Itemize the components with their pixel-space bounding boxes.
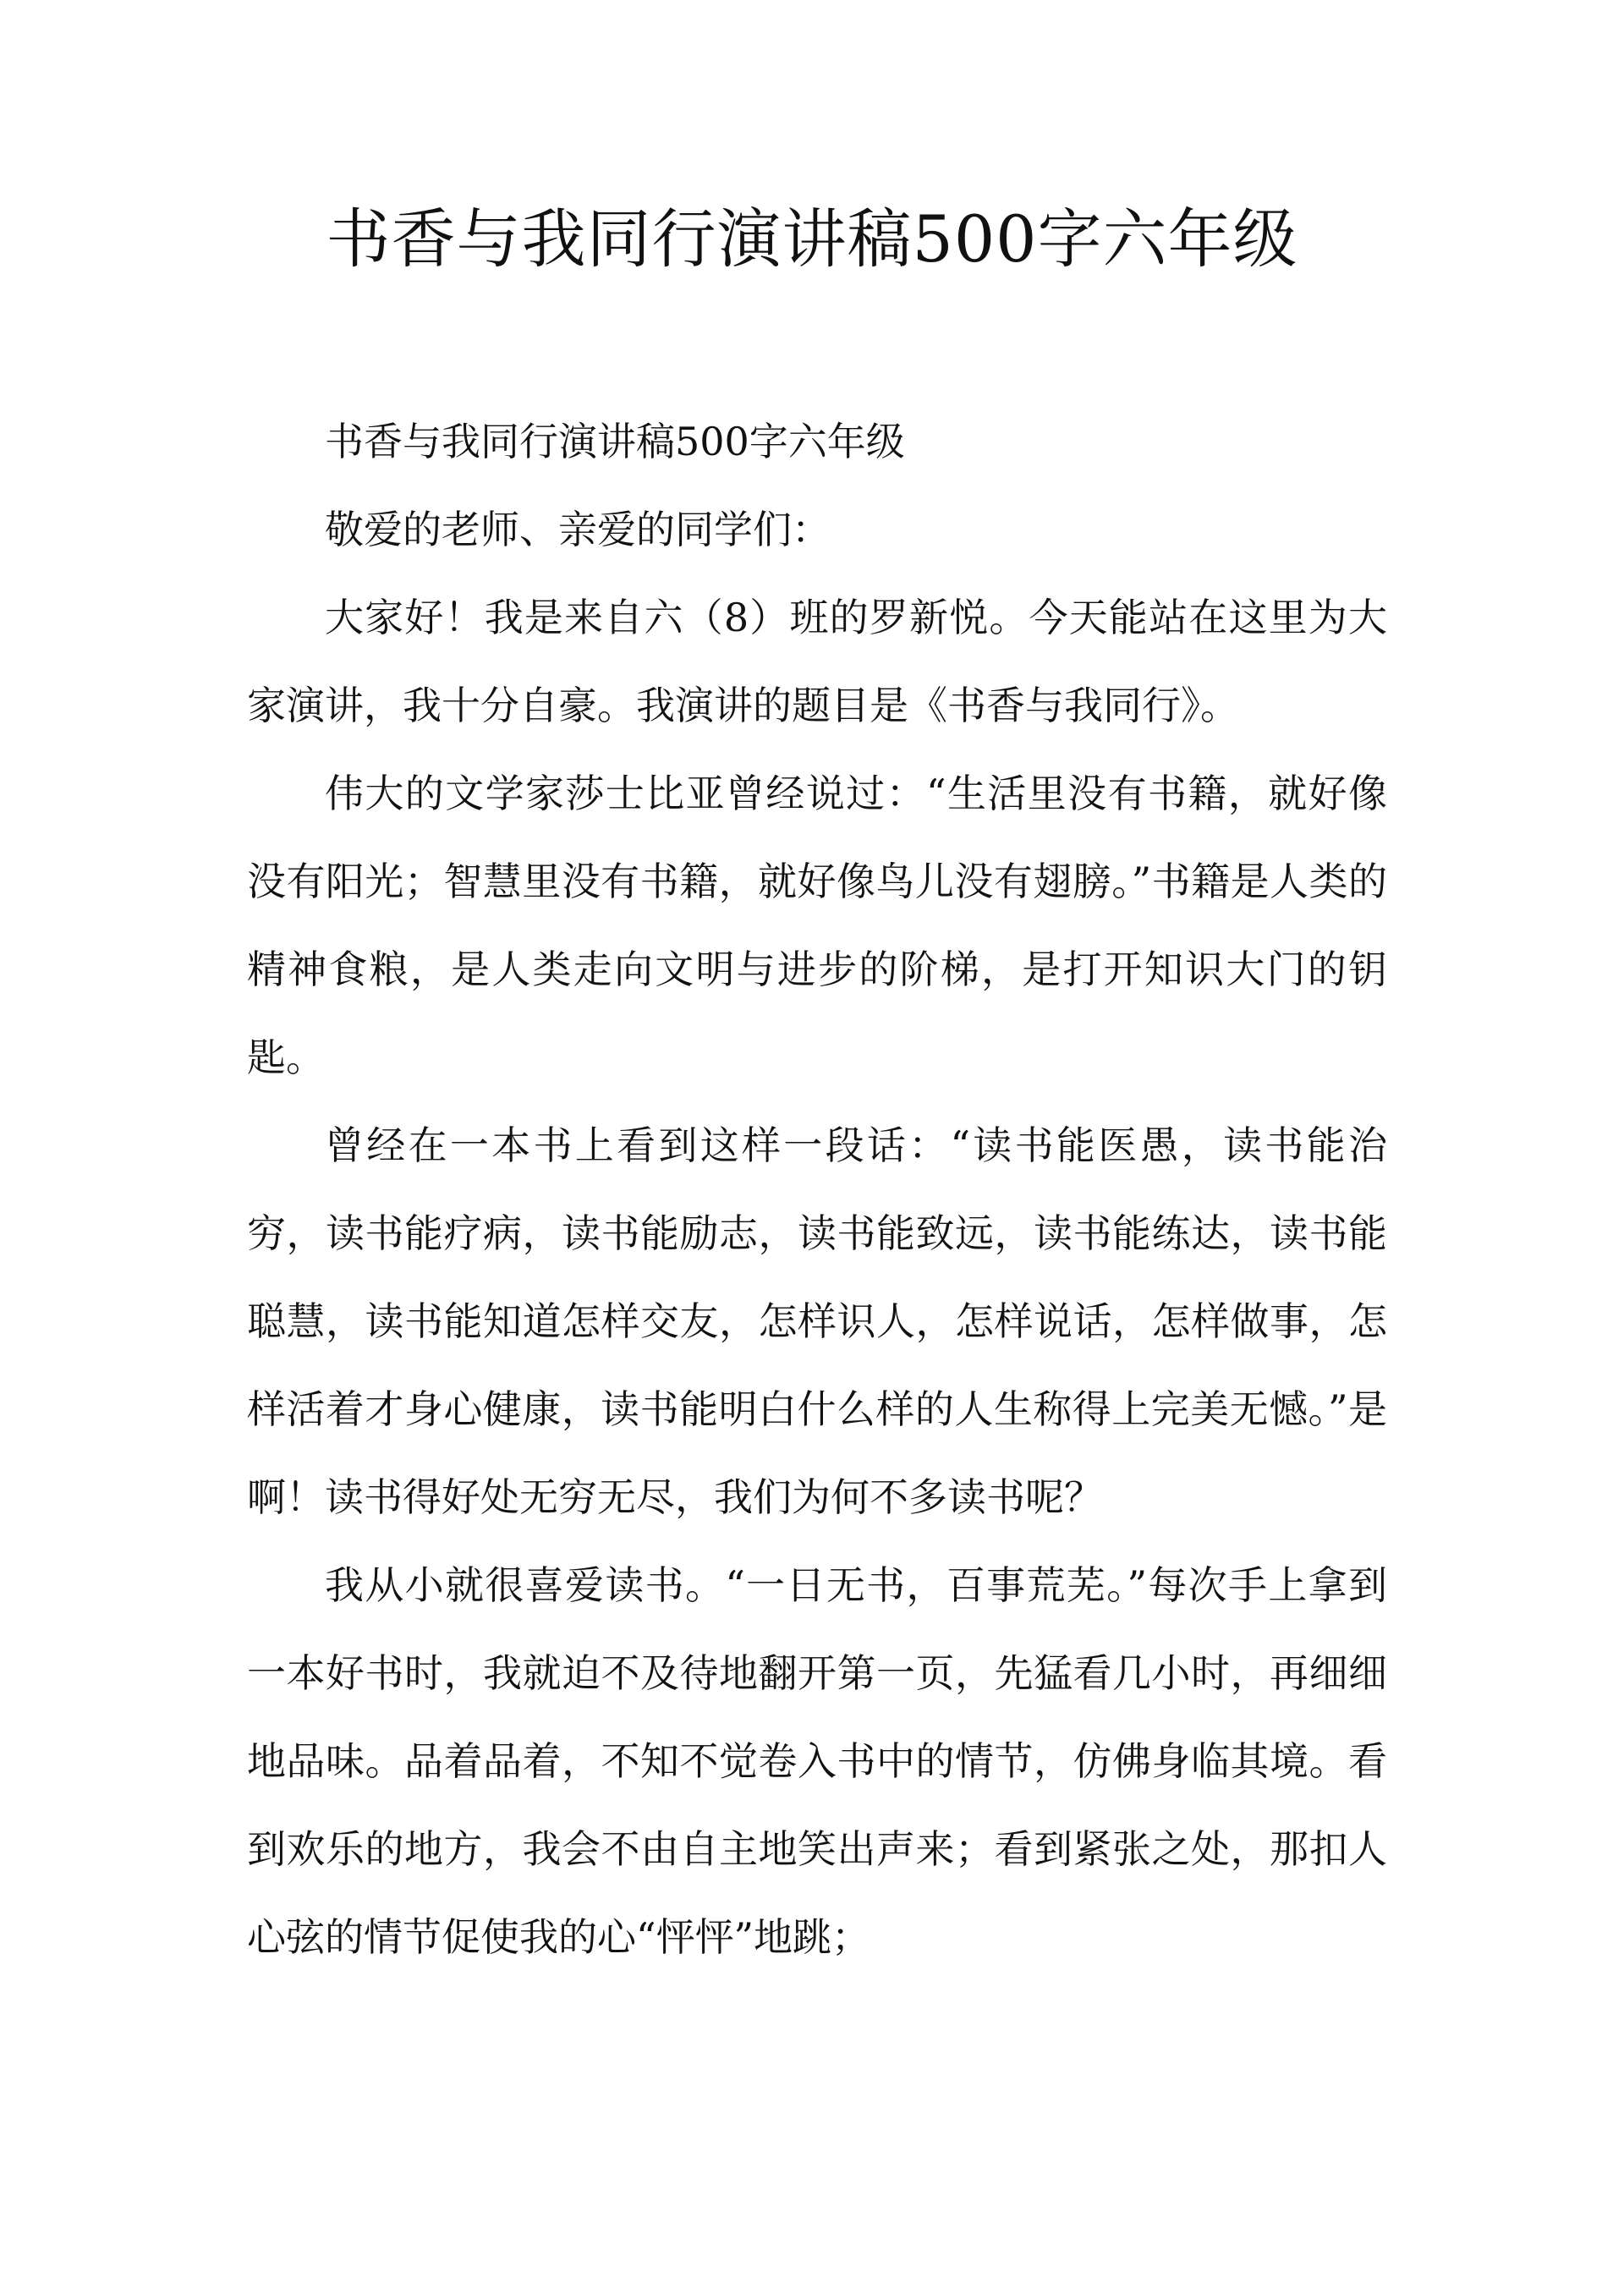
paragraph-salutation: 敬爱的老师、亲爱的同学们： (325, 507, 831, 552)
paragraph-introduction: 大家好！我是来自六（8）班的罗新悦。今天能站在这里为大家演讲，我十分自豪。我演讲的题目是《书香与我同行》。 (247, 595, 1387, 728)
paragraph-benefits-of-reading: 曾经在一本书上看到这样一段话：“读书能医愚，读书能治穷，读书能疗病，读书能励志，读书能致远，读书能练达，读书能聪慧，读书能知道怎样交友，怎样识人，怎样说话，怎样做事，怎样活着才身心健康，读书能明白什么样的人生称得上完美无憾。”是啊！读书得好处无穷无尽，我们为何不多读书呢？ (247, 1122, 1387, 1520)
document-title: 书香与我同行演讲稿500字六年级 (326, 201, 1298, 277)
paragraph-personal-experience: 我从小就很喜爱读书。“一日无书，百事荒芜。”每次手上拿到一本好书时，我就迫不及待地翻开第一页，先猛看几小时，再细细地品味。品着品着，不知不觉卷入书中的情节，仿佛身临其境。看到欢乐的地方，我会不由自主地笑出声来；看到紧张之处，那扣人心弦的情节促使我的心“怦怦”地跳； (247, 1562, 1387, 1960)
paragraph-shakespeare-quote: 伟大的文学家莎士比亚曾经说过：“生活里没有书籍，就好像没有阳光；智慧里没有书籍，就好像鸟儿没有翅膀。”书籍是人类的精神食粮，是人类走向文明与进步的阶梯，是打开知识大门的钥匙。 (247, 771, 1387, 1080)
paragraph-subtitle: 书香与我同行演讲稿500字六年级 (325, 419, 905, 464)
document-body (247, 398, 1387, 1981)
